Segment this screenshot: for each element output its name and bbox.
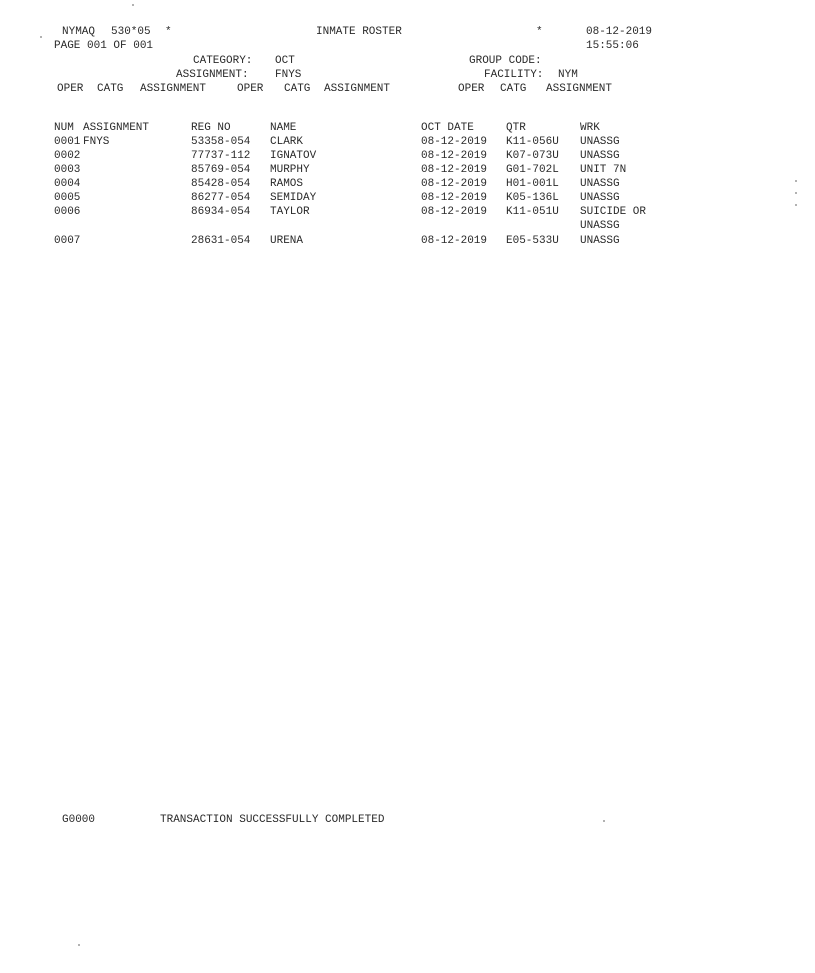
group-code-label: GROUP CODE: bbox=[469, 55, 542, 67]
page-indicator: PAGE 001 OF 001 bbox=[54, 40, 154, 52]
scan-speck bbox=[795, 192, 797, 194]
row-reg-no: 77737-112 bbox=[191, 150, 251, 162]
row-wrk-continued: UNASSG bbox=[580, 220, 620, 232]
system-id: NYMAQ bbox=[62, 26, 96, 38]
column-header-name: NAME bbox=[270, 122, 297, 134]
row-wrk: SUICIDE OR bbox=[580, 206, 647, 218]
oper-header-cell: ASSIGNMENT bbox=[140, 83, 207, 95]
row-oct-date: 08-12-2019 bbox=[421, 235, 488, 247]
scan-speck bbox=[603, 820, 605, 822]
category-value: OCT bbox=[275, 55, 295, 67]
category-label: CATEGORY: bbox=[193, 55, 253, 67]
facility-label: FACILITY: bbox=[484, 69, 544, 81]
row-reg-no: 86277-054 bbox=[191, 192, 251, 204]
row-wrk: UNASSG bbox=[580, 150, 620, 162]
column-header-assignment: ASSIGNMENT bbox=[83, 122, 150, 134]
oper-header-cell: CATG bbox=[97, 83, 124, 95]
oper-header-cell: OPER bbox=[458, 83, 485, 95]
column-header-num: NUM bbox=[54, 122, 74, 134]
row-num: 0007 bbox=[54, 235, 81, 247]
row-wrk: UNIT 7N bbox=[580, 164, 627, 176]
report-time: 15:55:06 bbox=[586, 40, 639, 52]
row-name: URENA bbox=[270, 235, 304, 247]
row-name: SEMIDAY bbox=[270, 192, 317, 204]
row-wrk: UNASSG bbox=[580, 136, 620, 148]
assignment-value: FNYS bbox=[275, 69, 302, 81]
report-date: 08-12-2019 bbox=[586, 26, 653, 38]
row-num: 0006 bbox=[54, 206, 81, 218]
row-wrk: UNASSG bbox=[580, 235, 620, 247]
status-code: G0000 bbox=[62, 814, 96, 826]
row-reg-no: 53358-054 bbox=[191, 136, 251, 148]
scan-speck bbox=[795, 180, 797, 182]
column-header-reg-no: REG NO bbox=[191, 122, 231, 134]
header-star-left: * bbox=[165, 26, 172, 38]
row-qtr: K11-051U bbox=[506, 206, 559, 218]
status-message: TRANSACTION SUCCESSFULLY COMPLETED bbox=[160, 814, 385, 826]
row-name: IGNATOV bbox=[270, 150, 317, 162]
column-header-wrk: WRK bbox=[580, 122, 600, 134]
oper-header-cell: ASSIGNMENT bbox=[324, 83, 391, 95]
header-star-right: * bbox=[536, 26, 543, 38]
row-qtr: G01-702L bbox=[506, 164, 559, 176]
report-title: INMATE ROSTER bbox=[316, 26, 402, 38]
row-reg-no: 85428-054 bbox=[191, 178, 251, 190]
row-oct-date: 08-12-2019 bbox=[421, 150, 488, 162]
row-name: RAMOS bbox=[270, 178, 304, 190]
row-qtr: H01-001L bbox=[506, 178, 559, 190]
program-code: 530*05 bbox=[111, 26, 151, 38]
row-name: TAYLOR bbox=[270, 206, 310, 218]
scan-speck bbox=[132, 4, 134, 6]
row-reg-no: 86934-054 bbox=[191, 206, 251, 218]
scan-speck bbox=[795, 204, 797, 206]
row-oct-date: 08-12-2019 bbox=[421, 192, 488, 204]
row-name: CLARK bbox=[270, 136, 304, 148]
row-num: 0002 bbox=[54, 150, 81, 162]
oper-header-cell: OPER bbox=[57, 83, 84, 95]
oper-header-cell: ASSIGNMENT bbox=[546, 83, 613, 95]
row-oct-date: 08-12-2019 bbox=[421, 206, 488, 218]
row-wrk: UNASSG bbox=[580, 192, 620, 204]
row-num: 0003 bbox=[54, 164, 81, 176]
row-num: 0001 bbox=[54, 136, 81, 148]
row-oct-date: 08-12-2019 bbox=[421, 164, 488, 176]
oper-header-cell: OPER bbox=[237, 83, 264, 95]
row-name: MURPHY bbox=[270, 164, 310, 176]
column-header-qtr: QTR bbox=[506, 122, 526, 134]
assignment-label: ASSIGNMENT: bbox=[176, 69, 249, 81]
row-reg-no: 85769-054 bbox=[191, 164, 251, 176]
row-num: 0005 bbox=[54, 192, 81, 204]
row-qtr: K11-056U bbox=[506, 136, 559, 148]
row-qtr: K07-073U bbox=[506, 150, 559, 162]
scan-speck bbox=[40, 36, 42, 38]
column-header-oct-date: OCT DATE bbox=[421, 122, 474, 134]
row-wrk: UNASSG bbox=[580, 178, 620, 190]
row-num: 0004 bbox=[54, 178, 81, 190]
row-oct-date: 08-12-2019 bbox=[421, 136, 488, 148]
row-assignment: FNYS bbox=[83, 136, 110, 148]
oper-header-cell: CATG bbox=[500, 83, 527, 95]
row-qtr: K05-136L bbox=[506, 192, 559, 204]
facility-value: NYM bbox=[558, 69, 578, 81]
row-qtr: E05-533U bbox=[506, 235, 559, 247]
row-reg-no: 28631-054 bbox=[191, 235, 251, 247]
oper-header-cell: CATG bbox=[284, 83, 311, 95]
row-oct-date: 08-12-2019 bbox=[421, 178, 488, 190]
scan-speck bbox=[78, 944, 80, 946]
